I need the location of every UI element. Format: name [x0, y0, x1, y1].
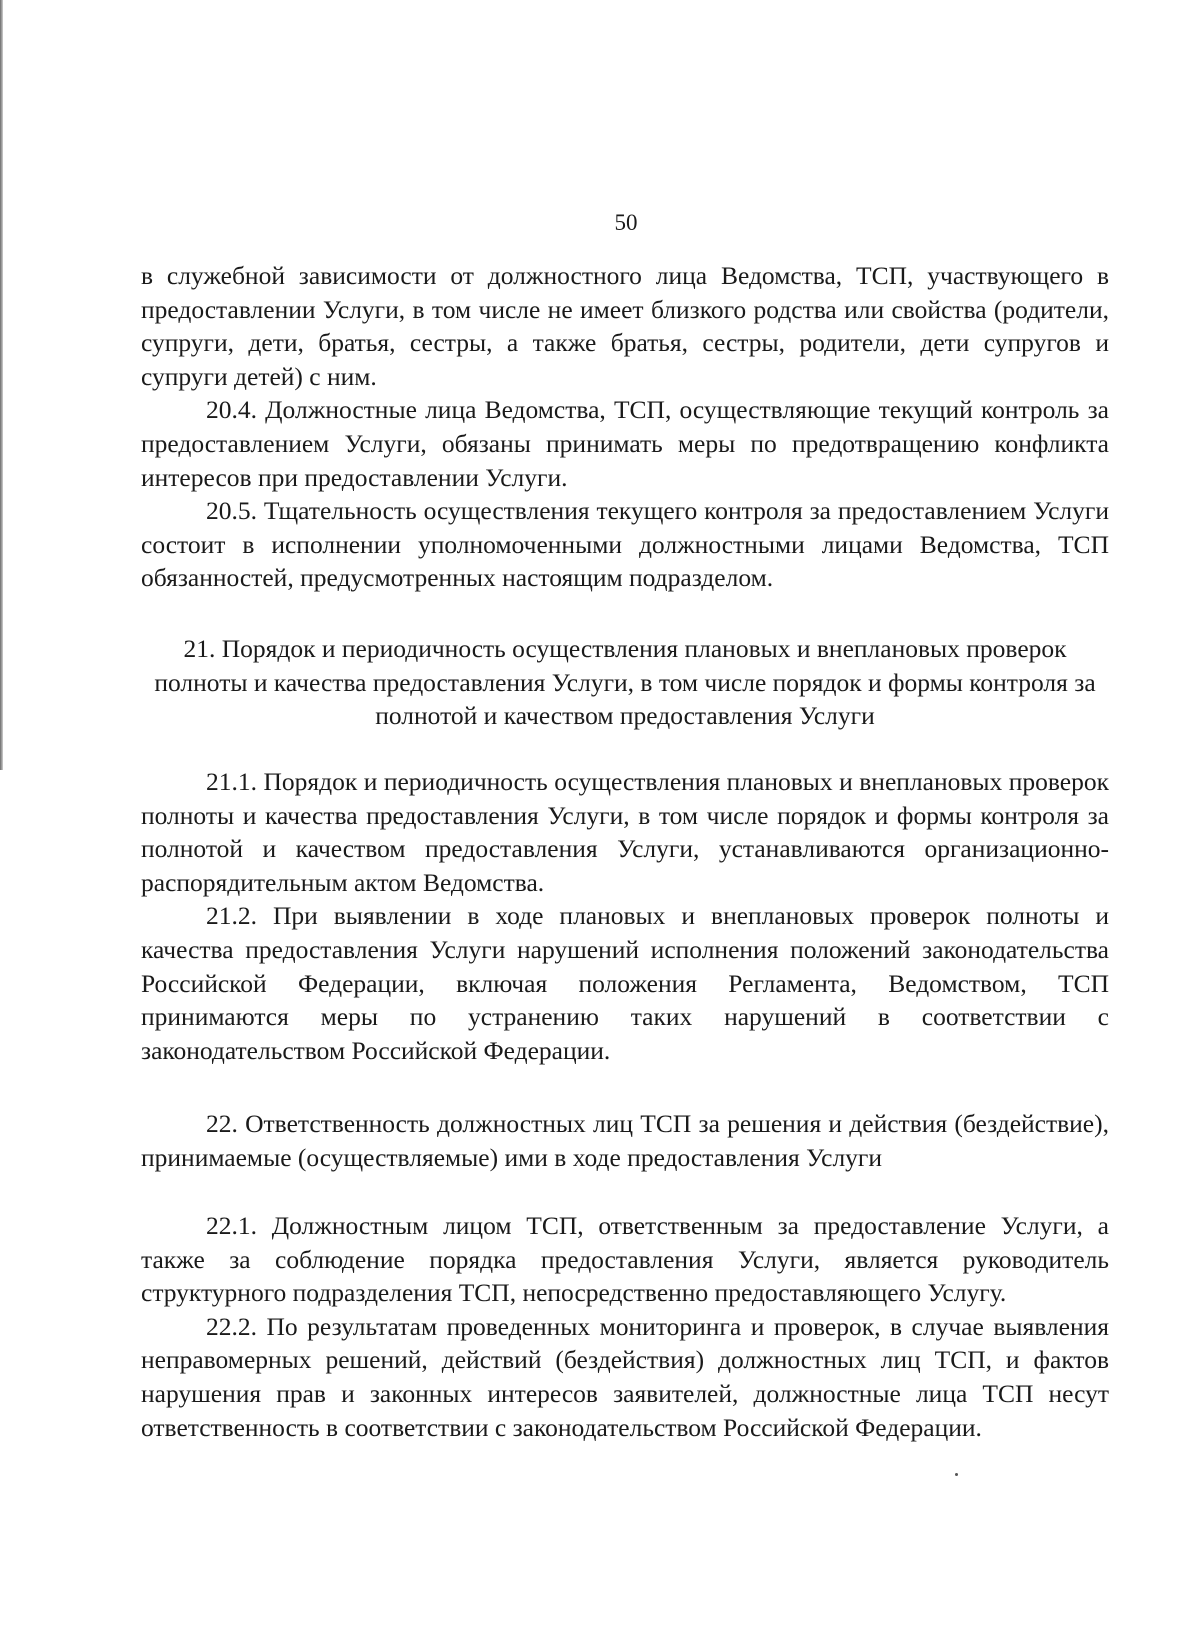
scan-speck — [955, 1473, 958, 1476]
paragraph-21-1: 21.1. Порядок и периодичность осуществления плановых и внеплановых проверок полноты и качества предоставления Услуги, в том числе порядок и формы контроля за полнотой и качеством предоставления Услуги, устанавливаются организационно-распорядительным актом Ведомства. — [141, 767, 1109, 897]
paragraph-continuation: в служебной зависимости от должностного лица Ведомства, ТСП, участвующего в предоставлении Услуги, в том числе не имеет близкого родства или свойства (родители, супруги, дети, братья, сестры, а также братья, сестры, родители, дети супругов и супруги детей) с ним. — [141, 261, 1109, 391]
section-22-heading: 22. Ответственность должностных лиц ТСП за решения и действия (бездействие), принимаемые (осуществляемые) ими в ходе предоставления Услуги — [141, 1109, 1109, 1172]
paragraph-22-1: 22.1. Должностным лицом ТСП, ответственным за предоставление Услуги, а также за соблюдение порядка предоставления Услуги, является руководитель структурного подразделения ТСП, непосредственно предоставляющего Услугу. — [141, 1211, 1109, 1308]
section-21-heading: 21. Порядок и периодичность осуществления плановых и внеплановых проверок полноты и качества предоставления Услуги, в том числе порядок и формы контроля за полнотой и качеством предоставления Услуги — [154, 634, 1096, 731]
section-22-heading-block — [141, 1107, 1109, 1174]
section-22-body — [141, 1209, 1109, 1444]
section-21-heading-block — [141, 632, 1109, 733]
paragraph-20-4: 20.4. Должностные лица Ведомства, ТСП, осуществляющие текущий контроль за предоставлением Услуги, обязаны принимать меры по предотвращению конфликта интересов при предоставлении Услуги. — [141, 395, 1109, 492]
paragraph-20-5: 20.5. Тщательность осуществления текущего контроля за предоставлением Услуги состоит в исполнении уполномоченными должностными лицами Ведомства, ТСП обязанностей, предусмотренных настоящим подразделом. — [141, 496, 1109, 593]
page-number: 50 — [614, 210, 638, 235]
section-21-body — [141, 765, 1109, 1067]
section-20-continuation — [141, 259, 1109, 595]
paragraph-21-2: 21.2. При выявлении в ходе плановых и внеплановых проверок полноты и качества предоставления Услуги нарушений исполнения положений законодательства Российской Федерации, включая положения Регламента, Ведомством, ТСП принимаются меры по устранению таких нарушений в соответствии с законодательством Российской Федерации. — [141, 901, 1109, 1065]
scan-edge-shadow — [0, 0, 3, 770]
paragraph-22-2: 22.2. По результатам проведенных мониторинга и проверок, в случае выявления неправомерных решений, действий (бездействия) должностных лиц ТСП, и фактов нарушения прав и законных интересов заявителей, должностные лица ТСП несут ответственность в соответствии с законодательством Российской Федерации. — [141, 1311, 1109, 1442]
